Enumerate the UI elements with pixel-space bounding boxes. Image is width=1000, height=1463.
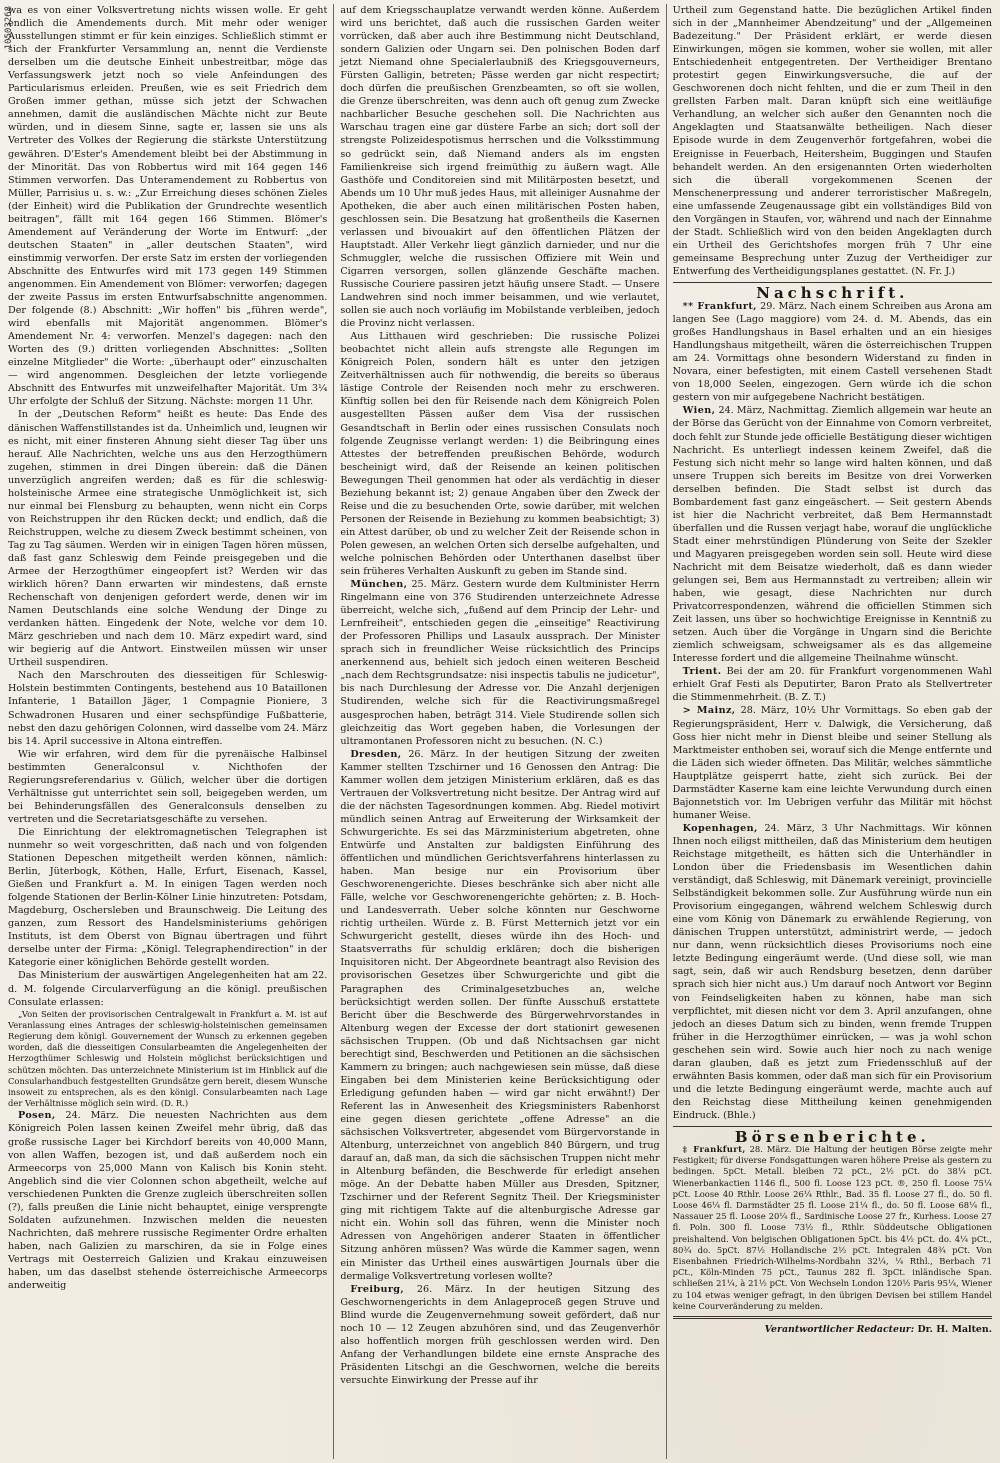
responsible-editor xyxy=(673,1323,992,1336)
dateline-place: ‡ Frankfurt, xyxy=(682,1144,746,1155)
dateline-place: ** Frankfurt, xyxy=(682,301,757,313)
column-1 xyxy=(8,4,327,1459)
article-frankfurt xyxy=(673,300,992,404)
circular-text: „Von Seiten der provisorischen Centralgewalt in Frankfurt a. M. ist auf Veranlassung eines Antrages der schleswig-holsteinischen gemeinsamen Regierung dem königl. Gouvernement der Wunsch zu erkennen gegeben worden, daß die diesseitigen Consularbeamten die Angelegenheiten der Herzogthümer Schleswig und Holstein möglichst berücksichtigen und schützen möchten. Das unterzeichnete Ministerium ist im Hinblick auf die Consularhandbuch festgestellten Grundsätze gern bereit, diesem Wunsche insoweit zu entsprechen, als es den königl. Consularbeamten nach Lage der Verhältnisse möglich sein wird. (D. R.) xyxy=(8,1008,328,1109)
dateline-place: München, xyxy=(350,579,408,591)
article-text: 25. März. Gestern wurde dem Kultminister Herrn Ringelmann eine von 376 Studirenden unterzeichnete Adresse überreicht, welche sich, „fußend auf dem Princip der Lehr- und Lernfreiheit", entschieden gegen die „einseitige" Reactivirung der Professoren Phillips und Lasaulx aussprach. Der Minister sprach sich in freundlicher Weise rücksichtlich des Princips anerkennend aus, behielt sich jedoch einen weiteren Bescheid „nach dem Rechtsgrundsatze: nisi inspectis tabulis ne judicetur", bis nach Durchlesung der Adresse vor. Die Anzahl derjenigen Studirenden, welche sich für die Reactivirungsmaßregel ausgesprochen haben, beträgt 314. Viele Studirende sollen sich gleichzeitig das Wort gegeben haben, die Vorlesungen der ultramontanen Professoren nicht zu besuchen. (N. C.) xyxy=(340,579,660,747)
paragraph: wa es von einer Volksvertretung nichts wissen wolle. Er geht endlich die Amendements durch. Mit mehr oder weniger Ausstellungen stimmt er für kein einziges. Schließlich stimmt er sich der Frankfurter Versammlung an, nennt die Verdienste derselben um die deutsche Einheit unbestreitbar, möge das Verfassungswerk jetzt noch so viele Anfeindungen des Particularismus erleiden. Preußen, wie es seit Friedrich dem Großen immer gethan, müsse sich jetzt der Schwachen annehmen, damit die ausländischen Mächte nicht zur Beute würden, und in diesem Sinne, sagte er, lassen sie uns als Vertreter des Volkes der Regierung die stärkste Unterstützung gewähren. D'Ester's Amendement bleibt bei der Abstimmung in der Minorität. Das von Robbertus wird mit 164 gegen 146 Stimmen verworfen. Das Unteramendement zu Robbertus von Müller, Parrisius u. s. w.: „Zur Erreichung dieses schönen Zieles (der Einheit) wird die Publikation der Grundrechte wesentlich beitragen", fällt mit 164 gegen 166 Stimmen. Blömer's Amendement auf Veränderung der Worte im Entwurf: „der deutschen Staaten" in „aller deutschen Staaten", wird einstimmig verworfen. Der erste Satz im ersten der vorliegenden Abschnitte des Entwurfes wird mit 173 gegen 149 Stimmen angenommen. Ein Amendement von Blömer: verworfen; dagegen der zweite Passus im ersten Entwurfsabschnitte angenommen. Der folgende (8.) Abschnitt: „Wir hoffen" bis „führen werde", wird ebenfalls mit Majorität angenommen. Blömer's Amendement Nr. 4: verworfen. Menzel's dagegen: nach den Worten des (9.) dritten vorliegenden Abschnittes: „Sollten einzelne Mitglieder" die Worte: „überhaupt oder" einzuschalten — wird angenommen. Desgleichen der letzte vorliegende Abschnitt des Entwurfes mit unzweifelhafter Majorität. Um 3¼ Uhr erfolgte der Schluß der Sitzung. Nächste: morgen 11 Uhr. xyxy=(8,5,328,408)
paragraph: Wie wir erfahren, wird dem für die pyrenäische Halbinsel bestimmten Generalconsul v. Nichthofen der Regierungsreferendarius v. Gülich, welcher über die dortigen Verhältnisse gut unterrichtet sein soll, beigegeben werden, um bei Behinderungsfällen des Generalconsuls denselben zu vertreten und die Secretariatsgeschäfte zu versehen. xyxy=(8,748,328,825)
article-text: 24. März, Nachmittag. Ziemlich allgemein war heute an der Börse das Gerücht von der Einnahme von Comorn verbreitet, doch fehlt zur Stunde jede officielle Bestätigung dieser wichtigen Nachricht. Es unterliegt indessen keinem Zweifel, daß die Festung sich nicht mehr so lange wird halten können, und daß unsere Truppen sich bereits im Besitze von drei Vorwerken derselben befinden. Die Stadt selbst ist durch das Bombardement fast ganz eingeäschert. — Seit gestern Abends ist hier die Nachricht verbreitet, daß Bem Hermannstadt überfallen und die Russen verjagt habe, worauf die unglückliche Stadt einer mehrstündigen Plünderung von Seite der Szekler und Magyaren preisgegeben worden sein soll. Heute wird diese Nachricht mit dem Beisatze wiederholt, daß es dann wieder gelungen sei, Bem aus Hermannstadt zu vertreiben; allein wir haben, wie gesagt, diese Nachrichten nur durch Privatcorrespondenzen, während die officiellen Stimmen sich Zeit lassen, uns über so hochwichtige Ereignisse in Kenntniß zu setzen. Auch über die Vorgänge in Ungarn sind die Berichte ziemlich schweigsam, schweigsamer als es das allgemeine Interesse fordert und die allgemeine Theilnahme wünscht. xyxy=(672,405,992,665)
dateline-place: Kopenhagen, xyxy=(682,822,758,834)
paragraph: Nach den Marschrouten des diesseitigen für Schleswig-Holstein bestimmten Contingents, bestehend aus 10 Bataillonen Infanterie, 1 Bataillon Jäger, 1 Compagnie Pioniere, 3 Schwadronen Husaren und einer sechspfündige Fußbatterie, nebst den dazu gehörigen Colonnen, wird dasselbe vom 24. März bis 14. April successive in Altona eintreffen. xyxy=(8,670,328,747)
dateline-place: Dresden, xyxy=(350,748,402,760)
article-wien xyxy=(673,404,992,665)
dateline-place: Posen, xyxy=(18,1110,56,1122)
editor-label: Verantwortlicher Redacteur: xyxy=(764,1324,915,1336)
dateline-place: > Mainz, xyxy=(682,705,736,717)
paragraph: In der „Deutschen Reform" heißt es heute: Das Ende des dänischen Waffenstillstandes ist da. Unheimlich und, leugnen wir es nicht, mit einer finsteren Ahnung sieht dieser Tag über uns herauf. Alle Nachrichten, welche uns aus den Herzogthümern zugehen, stimmen in drei Dingen überein: daß die Dänen unverzüglich angreifen werden; daß es für die schleswig-holsteinische Armee eine strategische Unmöglichkeit ist, sich nur einmal bei Flensburg zu behaupten, wenn nicht ein Corps von Reichstruppen ihr den Rücken deckt; und endlich, daß die Reichstruppen, welche zu diesem Zweck bestimmt scheinen, von Tag zu Tag säumen. Werden wir in einigen Tagen hören müssen, daß fast ganz Schleswig dem Feinde preisgegeben und die Armee der Herzogthümer eingeopfert ist? Werden wir das wirklich hören? Dann erwarten wir mindestens, daß ernste Rechenschaft von denjenigen gefordert werde, denen wir im Namen Deutschlands eine solche Wendung der Dinge zu verdanken hätten. Eingedenk der Note, welche vor dem 10. März geschrieben und nach dem 10. März expedirt ward, sind wir begierig auf die Antwort. Einstweilen müssen wir unser Urtheil suspendiren. xyxy=(8,409,328,669)
article-muenchen xyxy=(340,578,659,748)
article-boerse-frankfurt xyxy=(673,1144,992,1312)
dateline-place: Trient. xyxy=(682,666,722,678)
section-title-boersenberichte: Börsenberichte. xyxy=(734,1127,930,1146)
divider xyxy=(673,282,992,283)
article-mainz xyxy=(673,704,992,821)
divider xyxy=(673,1316,992,1319)
article-freiburg xyxy=(340,1283,659,1387)
article-text: 24. März. Die neuesten Nachrichten aus dem Königreich Polen lassen keinen Zweifel mehr übrig, daß das große russische Lager bei Kirchdorf bereits von 40,000 Mann, von allen Waffen, bezogen ist, und daß außerdem noch ein Armeecorps von 25,000 Mann von Kalisch bis Konin steht. Angeblich sind die vier Colonnen schon abgetheilt, welche auf verschiedenen Punkten die Grenze zugleich überschreiten sollen (?), falls preußen die Linie nicht behauptet, einige versprengte Soldaten aufzunehmen. Inzwischen melden die neuesten Nachrichten, daß mehrere russische Regimenter Ordre erhalten haben, nach Galizien zu marschiren, da sie in Folge eines Vertrags mit Oesterreich Galizien und Krakau einzuweisen haben, um das daselbst stehende österreichische Armeecorps anderweitig xyxy=(8,1110,328,1292)
article-text: 24. März, 3 Uhr Nachmittags. Wir können Ihnen noch eiligst mittheilen, daß das Ministerium dem heutigen Reichstage mitgetheilt, es hätten sich die Unterhändler in London über die Friedensbasis im Wesentlichen dahin verständigt, daß Schleswig, mit Dänemark vereinigt, provincielle Selbständigkeit bekommen solle. Zur Ausführung würde nun ein Provisorium eingegangen, während welchem Schleswig durch eine vom König von Dänemark zu erwählende Regierung, von dänischen Truppen unterstützt, administrirt werde, — jedoch nur dann, wenn rücksichtlich dieses Provisoriums noch eine letzte Bedingung eingeräumt werde. (Und diese soll, wie man sagt, sein, daß wir auch Rendsburg besetzen, denn darüber sprach sich hier nicht aus.) Um darauf noch Antwort vor Beginn von Feindseligkeiten haben zu können, habe man sich verpflichtet, mit diesen nicht vor dem 3. April anzufangen, ohne jedoch an dieses Datum sich zu binden, wenn fremde Truppen früher in die Herzogthümer einrücken, — was ja wohl schon geschehen sein wird. Sowie auch hier noch zu nach wenige daran glauben, daß es jetzt zum Friedensschluß auf der erwähnten Basis kommen, oder daß man sich für ein Provisorium und die letzte Bedingung eingeräumt werde, machte auch auf den Reichstag diese Mittheilung keinen genehmigenden Eindruck. (Bhle.) xyxy=(672,822,992,1121)
article-trient xyxy=(673,665,992,704)
article-text: Bei der am 20. für Frankfurt vorgenommenen Wahl erhielt Graf Festi als Deputirter, Baron Prato als Stellvertreter die Stimmenmehrheit. (B. Z. T.) xyxy=(672,666,992,704)
paragraph: auf dem Kriegsschauplatze verwandt werden könne. Außerdem wird uns berichtet, daß auch die russischen Garden weiter vorrücken, daß aber auch ihre Bestimmung nicht Deutschland, sondern Galizien oder Ungarn sei. Den polnischen Boden darf jetzt Niemand ohne Specialerlaubniß des Kriegsgouverneurs, Fürsten Galligin, betreten; Pässe werden gar nicht respectirt; doch dürfen die preußischen Grenzbeamten, so oft sie wollen, die Grenze überschreiten, was denn auch oft genug zum Zwecke nachbarlicher Besuche geschehen soll. Die Nachrichten aus Warschau tragen eine gar düstere Farbe an sich; dort soll der strengste Polizeidespotismus herrschen und die Volksstimmung so gedrückt sein, daß Niemand anders als im engsten Familienkreise sich irgend freimüthig zu äußern wagt. Alle Gasthöfe und Conditoreien sind mit Militärposten besetzt, und Abends um 10 Uhr muß jedes Haus, mit alleiniger Ausnahme der Apotheken, die aber auch einen militärischen Posten haben, geschlossen sein. Die Besatzung hat großentheils die Kasernen verlassen und bivouakirt auf den öffentlichen Plätzen der Hauptstadt. Aller Verkehr liegt gänzlich darnieder, und nur die Schmuggler, welche die russischen Offiziere mit Wein und Cigarren versorgen, sollen glänzende Geschäfte machen. Russische Couriere passiren jetzt häufig unsere Stadt. — Unsere Landwehren sind noch immer beisammen, und wie verlautet, sollen sie auch noch vorläufig im Mobilstande verbleiben, jedoch die Provinz nicht verlassen. xyxy=(340,5,660,330)
dateline-place: Wien, xyxy=(682,405,716,417)
article-dresden xyxy=(340,748,659,1283)
article-text: 26. März. In der heutigen Sitzung der zweiten Kammer stellten Tzschirner und 16 Genossen den Antrag: Die Kammer wollen dem jetzigen Ministerium erklären, daß es das Vertrauen der Volksvertretung nicht besitze. Der Antrag wird auf die der nächsten Tagesordnungen kommen. Abg. Riedel motivirt mündlich seinen Antrag auf Erweiterung der Wirksamkeit der Schwurgerichte. Es sei das Märzministerium abgetreten, ohne Entwürfe und Anstalten zur baldigsten Einführung des öffentlichen und mündlichen Gerichtsverfahrens hinterlassen zu haben. Man besige nur ein Provisorium über Geschworenengerichte. Dieses beschränke sich aber nicht alle Fälle, welche vor Geschworenengerichte gehörten; z. B. Hoch- und Landesverrath. Ueber solche könnten nur Geschworne richtig urtheilen. Würde z. B. Fürst Metternich jetzt vor ein Schwurgericht gestellt, dieses würde ihn des Hoch- und Staatsverraths für schuldig erklären; doch die bisherigen Inquisitoren nicht. Der Abgeordnete beantragt also Revision des provisorischen Gesetzes über Schwurgerichte und gibt die Paragraphen des Criminalgesetzbuches an, welche berücksichtigt werden sollen. Der fünfte Ausschuß erstattete Bericht über die Beschwerde des Bürgerwehrvorstandes in Altenburg wegen der Excesse der dort stationirt gewesenen sächsischen Truppen. (Ob und daß Nichtsachsen gar nicht berechtigt sind, Beschwerden und Petitionen an die sächsischen Kammern zu bringen; auch nachgewiesen sein müsse, daß diese Eingaben bei dem Ministerien keine Berücksichtigung oder Erledigung gefunden haben — wird gar nicht erwähnt!) Der Referent las in Anwesenheit des Kriegsministers Rabenhorst eine gegen diesen gerichtete „offene Adresse" an die sächsischen Volksvertreter, abgesendet vom Bürgervorstande in Altenburg, unterzeichnet von angeblich 840 Bürgern, und trug darauf an, daß man, da sich die sächsischen Truppen nicht mehr in Altenburg befänden, die Beschwerde für erledigt ansehen möge. An der Debatte haben Müller aus Dresden, Spitzner, Tzschirner und der Referent Segnitz Theil. Der Kriegsminister ging mit richtigem Takte auf die altenburgische Adresse gar nicht ein. Wohin soll das führen, wenn die Minister noch Adressen von Angehörigen anderer Staaten in öffentlicher Sitzung anhören müssen? Was würde die Kammer sagen, wenn ein Minister das Urtheil eines auswärtigen Journals über die dermalige Volksvertretung vorlesen wollte? xyxy=(340,748,660,1282)
column-3 xyxy=(666,4,992,1459)
paragraph: Urtheil zum Gegenstand hatte. Die bezüglichen Artikel finden sich in der „Mannheimer Abendzeitung" und der „Allgemeinen Badezeitung." Der Präsident erklärt, er werde diesen Einwirkungen, mögen sie kommen, woher sie wollen, mit aller Entschiedenheit entgegentreten. Der Vertheidiger Brentano protestirt gegen Einwirkungsversuche, die auf der Geschworenen doch nicht fehlten, und die er zum Theil in den grellsten Farben malt. Daran knüpft sich eine weitläufige Verhandlung, an welcher sich außer den Genannten noch die Angeklagten und Staatsanwälte betheiligen. Nach dieser Episode wurde in dem Zeugenverhör fortgefahren, wobei die Ereignisse in Feuerbach, Heitersheim, Buggingen und Staufen behandelt werden. An den ersigenannten Orten wiederholten sich die überall vorgekommenen Scenen der Menschenerpressung und anderer terroristischer Maßregeln, eine umfassende Zeugenaussage gibt ein vollständiges Bild von den Vorgängen in Staufen, vor, während und nach der Einnahme der Stadt. Schließlich wird von den beiden Angeklagten durch ein Urtheil des Gerichtshofes morgen früh 7 Uhr eine gemeinsame Besprechung unter Zuzug der Vertheidiger zur Entwerfung des Vertheidigungsplanes gestattet. (N. Fr. J.) xyxy=(672,5,992,277)
article-text: 28. März. Die Haltung der heutigen Börse zeigte mehr Festigkeit; für diverse Fondsgattungen waren höhere Preise als gestern zu bedingen. 5pCt. Metall. bleiben 72 pCt., 2½ pCt. do 38¼ pCt. Wienerbankactien 1146 fl., 500 fl. Loose 123 pCt. ®, 250 fl. Loose 75¼ pCt. Loose 40 Rthlr. Loose 26¼ Rthlr., Bad. 35 fl. Loose 27 fl., do. 50 fl. Loose 46¼ fl. Darmstädter 25 fl. Loose 21¼ fl., do. 50 fl. Loose 68¼ fl., Nassauer 25 fl. Loose 20¼ fl., Sardinische Loose 27 fr., Kurhess. Loose 27 fl. Poln. 300 fl. Loose 73½ fl., Rthlr. Süddeutsche Obligationen preishaltend. Von belgischen Obligationen 5pCt. bis 4½ pCt. do. 4¼ pCt., 80¾ do. 5pCt. 87½ Hollandische 2½ pCt. Integralen 48¾ pCt. Von Eisenbahnen Friedrich-Wilhelms-Nordbahn 32¼, ¼ Rthl., Berbach 71 pCt., Köln-Minden 75 pCt., Taunus 282 fl. 3pCt. inländische Span. schließen 21¼, à 21½ pCt. Von Wechseln London 120½ Paris 95¼, Wiener zu 104 etwas weniger gefragt, in den übrigen Devisen bei stillem Handel keine Courveränderung zu melden. xyxy=(672,1144,992,1311)
dateline-place: Freiburg, xyxy=(350,1283,405,1295)
article-text: 28. März, 10½ Uhr Vormittags. So eben gab der Regierungspräsident, Herr v. Dalwigk, die Versicherung, daß Goss hier nicht mehr in Dienst bleibe und seiner Stellung als Marktmeister enthoben sei, worauf sich die Menge entfernte und die Läden sich wieder öffneten. Das Militär, welches sämmtliche Hauptplätze geisperrt hatte, zieht sich zurück. Bei der Darmstädter Kaserne kam eine leichte Verwundung durch einen Bajonnetstich vor. Im Uebrigen verfuhr das Militär mit höchst humaner Weise. xyxy=(672,705,992,821)
paragraph: Das Ministerium der auswärtigen Angelegenheiten hat am 22. d. M. folgende Circularverfügung an die königl. preußischen Consulate erlassen: xyxy=(8,970,328,1008)
editor-name: Dr. H. Malten. xyxy=(917,1324,992,1336)
paragraph: Die Einrichtung der elektromagnetischen Telegraphen ist nunmehr so weit vorgeschritten, daß nach und von folgenden Stationen Depeschen mitgetheilt werden können, nämlich: Berlin, Jüterbogk, Köthen, Halle, Erfurt, Eisenach, Kassel, Gießen und Frankfurt a. M. In einigen Tagen werden noch folgende Stationen der Berlin-Kölner Linie hinzutreten: Potsdam, Magdeburg, Oschersleben und Braunschweig. Die Leitung des ganzen, zum Ressort des Handelsministeriums gehörigen Instituts, ist dem Oberst von Bignau übertragen und führt derselbe unter der Firma: „Königl. Telegraphendirection" in der Kategorie einer königlichen Behörde gestellt worden. xyxy=(8,826,328,969)
archive-id: 10503268 xyxy=(4,6,14,50)
article-text: 26. März. In der heutigen Sitzung des Geschwornengerichts in dem Anlageproceß gegen Struve und Blind wurde die Zeugenvernehmung soweit gefördert, daß nur noch 10 — 12 Zeugen abzuhören sind, und das Zeugenverhör also hoffentlich morgen früh geschlossen werden wird. Den Anfang der Verhandlungen bildete eine ernste Ansprache des Präsidenten Litschgi an die Geschwornen, welche die bereits versuchte Einwirkung der Presse auf ihr xyxy=(340,1283,660,1386)
article-kopenhagen xyxy=(673,822,992,1122)
section-title-nachschrift: Nachschrift. xyxy=(756,283,909,302)
divider xyxy=(673,1126,992,1127)
article-text: 29. März. Nach einem Schreiben aus Arona am langen See (Lago maggiore) vom 24. d. M. Abends, das ein großes Handlungshaus in Basel erhalten und an ein hiesiges Handlungshaus mitgetheilt, wären die österreichischen Truppen am 24. Vormittags ohne besondern Widerstand zu finden in Novara, einer befestigten, mit einem Castell versehenen Stadt von 18,000 Seelen, eingezogen. Gern würde ich die schon gestern von mir aufgegebene Nachricht bestätigen. xyxy=(672,301,992,404)
columns xyxy=(8,4,992,1459)
column-2 xyxy=(333,4,659,1459)
article-posen xyxy=(8,1109,327,1292)
paragraph: Aus Litthauen wird geschrieben: Die russische Polizei beobachtet nicht allein aufs strengste alle Regungen im Königreich Polen, sondern hält es unter den jetzigen Zeitverhältnissen auch für nothwendig, die bereits so überaus lästige Controle der Reisenden noch mehr zu erschweren. Künftig sollen bei den für Reisende nach dem Königreich Polen ausgestellten Pässen außer dem Visa der russischen Gesandtschaft in Berlin oder eines russischen Consulats noch folgende Zeugnisse verlangt werden: 1) die Beibringung eines Attestes der betreffenden preußischen Behörde, wodurch bescheinigt wird, daß der Reisende an keinen politischen Bewegungen Theil genommen hat oder als verdächtig in dieser Beziehung bekannt ist; 2) genaue Angaben über den Zweck der Reise und die zu besuchenden Orte, sowie darüber, mit welchen Personen der Reisende in Beziehung zu kommen beabsichtigt; 3) ein Attest darüber, ob und zu welcher Zeit der Reisende schon in Polen gewesen, an welchen Orten sich derselbe aufgehalten, und welche polnischen Behörden oder Unterthanen daselbst über sein früheres Verhalten Auskunft zu geben im Stande sind. xyxy=(340,331,660,578)
